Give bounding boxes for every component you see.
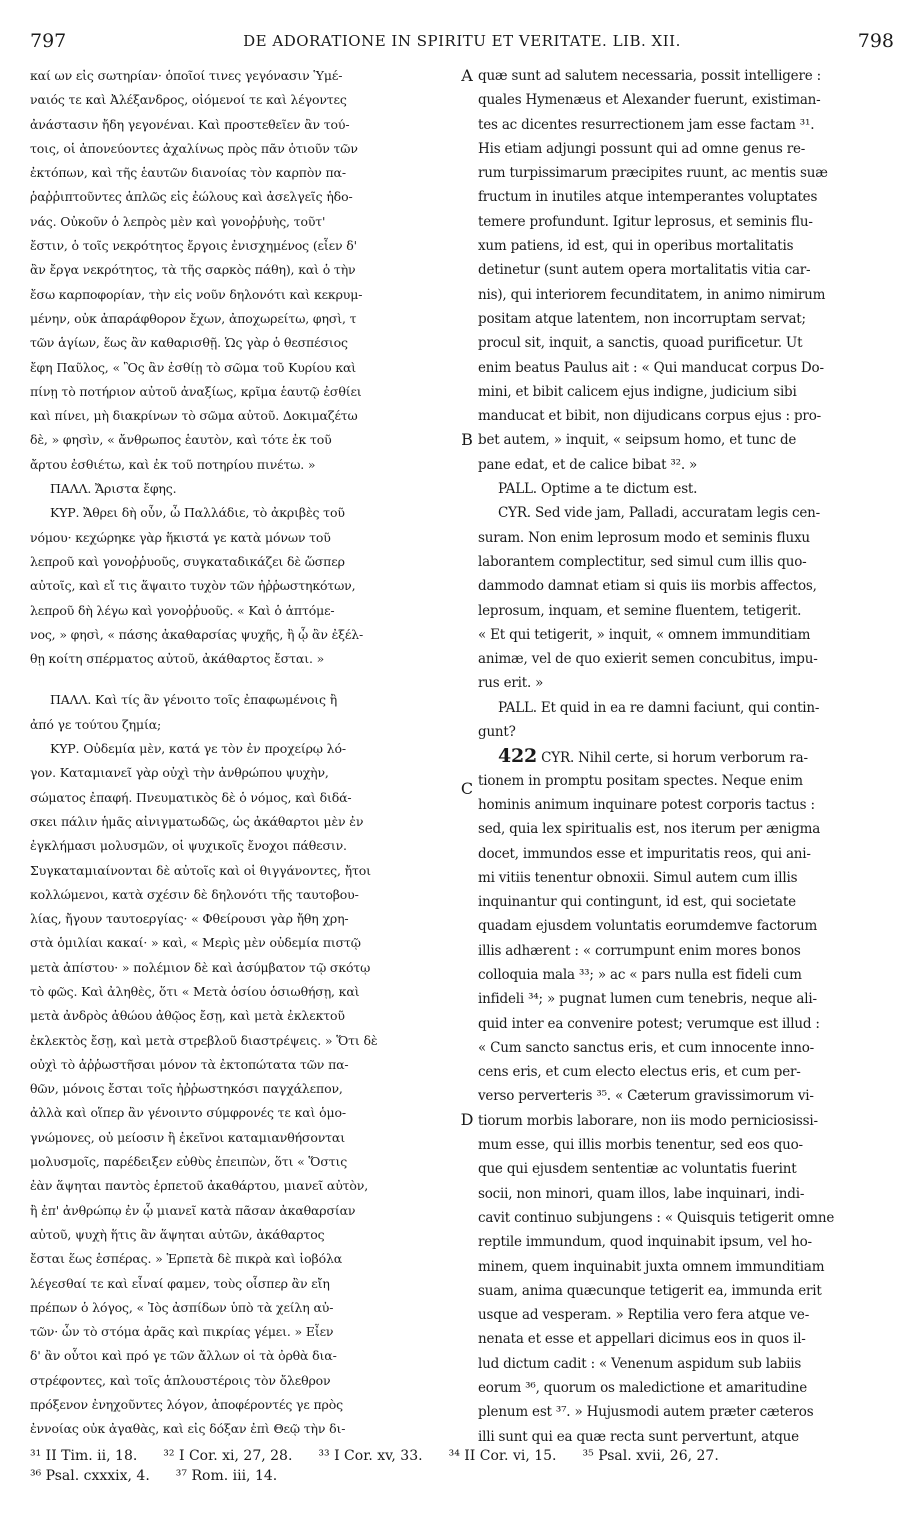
greek-line-text: ἢ ἐπ' ἀνθρώπῳ ἐν ᾧ μιανεῖ κατὰ πᾶσαν ἀκαθαρσίαν [30, 1202, 356, 1218]
greek-line-text: νόμου· κεχώρηκε γὰρ ἥκιστά γε κατὰ μόνων τοῦ [30, 529, 331, 545]
latin-line-text: enim beatus Paulus ait : « Qui manducat corpus Do- [478, 359, 824, 376]
footnote-reference: ³³ I Cor. xv, 33. [318, 1448, 423, 1464]
greek-line-text: ἔσται ἕως ἑσπέρας. » Ἑρπετὰ δὲ πικρὰ καὶ ἰοβόλα [30, 1251, 343, 1267]
greek-line-text: Συγκαταμιαίνονται δὲ αὐτοῖς καὶ οἱ θιγγάνοντες, ἤτοι [30, 862, 371, 878]
latin-line-text: animæ, vel de quo exierit semen concubitus, impu- [478, 651, 818, 668]
greek-line-text: λίας, ἤγουν ταυτοεργίας· « Φθείρουσι γὰρ ἤθη χρη- [30, 911, 349, 927]
greek-line [30, 1174, 457, 1198]
greek-line-text: σώματος ἐπαφή. Πνευματικὸς δὲ ὁ νόμος, καὶ διδά- [30, 789, 352, 805]
footnote-line [30, 1466, 894, 1486]
greek-line [30, 713, 457, 737]
greek-line-text: ἀλλὰ καὶ οἵπερ ἂν γένοιντο σύμφρονές τε καὶ ὁμο- [30, 1105, 346, 1121]
latin-line-text: leprosum, inquam, et semine fluentem, tetigerit. [478, 602, 802, 619]
greek-line-text: καὶ πίνει, μὴ διακρίνων τὸ σῶμα αὐτοῦ. Δοκιμαζέτω [30, 408, 358, 424]
greek-line-text: ἔσω καρποφορίαν, τὴν εἰς νοῦν δηλονότι καὶ κεκρυμ- [30, 286, 363, 302]
greek-line [30, 737, 457, 761]
latin-line [478, 1084, 892, 1108]
greek-line-text: τῶν ἁγίων, ἕως ἂν καθαρισθῇ. Ὡς γὰρ ὁ θεσπέσιος [30, 335, 348, 351]
greek-line-text: στὰ ὁμιλίαι κακαί· » καὶ, « Μερὶς μὲν οὐδεμία πιστῷ [30, 935, 361, 951]
latin-line-text: cens eris, et cum electo electus eris, et cum per- [478, 1064, 801, 1081]
greek-line [30, 574, 457, 598]
greek-line [30, 428, 457, 452]
latin-line-text: laborantem complectitur, sed simul cum illis quo- [478, 553, 807, 570]
latin-line [478, 1255, 892, 1279]
greek-line-text: ΠΑΛΛ. Καὶ τίς ἂν γένοιτο τοῖς ἐπαφωμένοις ἢ [50, 692, 338, 708]
greek-line [30, 1101, 457, 1125]
greek-line [30, 671, 457, 688]
latin-line [478, 671, 892, 695]
greek-line [30, 88, 457, 112]
latin-line [478, 647, 892, 671]
footnote-reference: ³⁴ II Cor. vi, 15. [448, 1448, 557, 1464]
latin-line [478, 113, 892, 137]
greek-line [30, 1296, 457, 1320]
greek-line-text: ἔστιν, ὁ τοῖς νεκρότητος ἔργοις ἐνισχημένος (εἶεν δ' [30, 238, 357, 254]
greek-line-text: ἀνάστασιν ἤδη γεγονέναι. Καὶ προστεθεῖεν ἂν τού- [30, 116, 350, 132]
latin-text-column [478, 64, 892, 1449]
greek-line [30, 1417, 457, 1441]
greek-line-text: καί ων εἰς σωτηρίαν· ὁποῖοί τινες γεγόνασιν Ὑμέ- [30, 68, 343, 83]
greek-line-text: μένην, οὐκ ἀπαράφθορον ἔχων, ἀποχωρείτω, φησὶ, τ [30, 310, 357, 326]
latin-line-text: colloquia mala ³³; » ac « pars nulla est fideli cum [478, 966, 802, 983]
greek-line [30, 1223, 457, 1247]
greek-line-text: δὲ, » φησὶν, « ἄνθρωπος ἑαυτὸν, καὶ τότε ἐκ τοῦ [30, 432, 332, 448]
greek-line-text: τὸ φῶς. Καὶ ἀληθὲς, ὅτι « Μετὰ ὁσίου ὁσιωθήσῃ, καὶ [30, 983, 360, 999]
greek-line-text: θῃ κοίτη σπέρματος αὐτοῦ, ἀκάθαρτος ἔσται. » [30, 651, 325, 667]
greek-line [30, 185, 457, 209]
latin-line [478, 1400, 892, 1424]
greek-line [30, 1320, 457, 1344]
latin-line [478, 1012, 892, 1036]
greek-line [30, 1247, 457, 1271]
greek-line-text: γνώμονες, οὐ μείοσιν ἢ ἐκεῖνοι καταμιανθήσονται [30, 1129, 345, 1145]
latin-line-text: que qui ejusdem sententiæ ac voluntatis fuerint [478, 1161, 797, 1178]
greek-line [30, 956, 457, 980]
latin-line [478, 1352, 892, 1376]
latin-line-text: verso perverteris ³⁵. « Cæterum gravissimorum vi- [478, 1088, 814, 1105]
greek-line-text: λέγεσθαί τε καὶ εἶναί φαμεν, τοὺς οἷσπερ ἂν εἴη [30, 1275, 330, 1291]
latin-line-text: mum esse, qui illis morbis tenentur, sed eos quo- [478, 1137, 803, 1154]
margin-letter-b: B [461, 430, 473, 449]
latin-line [478, 1060, 892, 1084]
greek-line-text: ἔφη Παῦλος, « Ὃς ἂν ἐσθίῃ τὸ σῶμα τοῦ Κυρίου καὶ [30, 359, 357, 375]
latin-line-text: mini, et bibit calicem ejus indigne, judicium sibi [478, 383, 797, 400]
latin-line-text: tes ac dicentes resurrectionem jam esse factam ³¹. [478, 116, 815, 133]
greek-line-text: αὐτοῦ, ψυχὴ ἥτις ἂν ἅψηται αὐτῶν, ἀκάθαρτος [30, 1226, 325, 1242]
greek-line-text: λεπροῦ καὶ γονοῤῥυοῦς, συγκαταδικάζει δὲ ὥσπερ [30, 553, 345, 569]
footnote-reference: ³⁶ Psal. cxxxix, 4. [30, 1468, 150, 1484]
latin-line [478, 1230, 892, 1254]
greek-line-text: στρέφοντες, καὶ τοῖς ἁπλουστέροις τὸν ὄλεθρον [30, 1372, 331, 1388]
greek-line-text: πρέπων ὁ λόγος, « Ἰὸς ἀσπίδων ὑπὸ τὰ χείλη αὐ- [30, 1299, 334, 1315]
latin-line [478, 258, 892, 282]
margin-letter-d: D [460, 1110, 474, 1129]
latin-line [478, 64, 892, 88]
greek-line-text: μετὰ ἀπίστου· » πολέμιον δὲ καὶ ἀσύμβατον τῷ σκότῳ [30, 959, 371, 975]
latin-line-text: mi vitiis tenentur obnoxii. Simul autem cum illis [478, 869, 798, 886]
latin-line-text: gunt? [478, 724, 516, 741]
latin-line [478, 501, 892, 525]
latin-line [478, 1109, 892, 1133]
greek-line [30, 258, 457, 282]
greek-line [30, 786, 457, 810]
greek-line [30, 1053, 457, 1077]
latin-line-text: PALL. Optime a te dictum est. [498, 481, 698, 498]
greek-line-text: ῥαῤῥιπτοῦντες ἁπλῶς εἰς ἐώλους καὶ ἀσελγεῖς ἡδο- [30, 189, 353, 205]
latin-line-text: manducat et bibit, non dijudicans corpus ejus : pro- [478, 408, 821, 425]
latin-line-text: usque ad vesperam. » Reptilia vero fera atque ve- [478, 1307, 810, 1324]
footnote-reference: ³⁵ Psal. xvii, 26, 27. [582, 1448, 719, 1464]
latin-line [478, 963, 892, 987]
latin-line-text: quæ sunt ad salutem necessaria, possit intelligere : [478, 68, 821, 84]
greek-line [30, 599, 457, 623]
latin-line-text: His etiam adjungi possunt qui ad omne genus re- [478, 140, 806, 157]
greek-line [30, 1369, 457, 1393]
greek-line-text: ἐκλεκτὸς ἔσῃ, καὶ μετὰ στρεβλοῦ διαστρέψεις. » Ὅτι δὲ [30, 1032, 378, 1048]
greek-line [30, 64, 457, 88]
latin-line-text: hominis animum inquinare potest corporis tactus : [478, 796, 815, 813]
latin-line [478, 283, 892, 307]
greek-line-text: κολλώμενοι, κατὰ σχέσιν δὲ δηλονότι τῆς ταυτοβου- [30, 886, 359, 902]
latin-line [478, 1182, 892, 1206]
greek-line [30, 647, 457, 671]
latin-line [478, 137, 892, 161]
latin-line [478, 404, 892, 428]
latin-line-text: socii, non minori, quam illos, labe inquinari, indi- [478, 1185, 805, 1202]
latin-line-text: nenata et esse et appellari dicimus eos in quos il- [478, 1331, 806, 1348]
greek-line [30, 283, 457, 307]
latin-line-text: « Et qui tetigerit, » inquit, « omnem immunditiam [478, 626, 811, 643]
greek-line [30, 380, 457, 404]
greek-line [30, 234, 457, 258]
latin-line-text: quales Hymenæus et Alexander fuerunt, existiman- [478, 92, 821, 109]
latin-line [478, 1327, 892, 1351]
greek-line-text: τοις, οἱ ἀπονεύοντες ἀχαλίνως πρὸς πᾶν ὁτιοῦν τῶν [30, 140, 358, 156]
greek-line-text: ἂν ἔργα νεκρότητος, τὰ τῆς σαρκὸς πάθη), καὶ ὁ τὴν [30, 262, 356, 278]
greek-line [30, 526, 457, 550]
latin-line [478, 453, 892, 477]
latin-line-text: procul sit, inquit, a sanctis, quoad purificetur. Ut [478, 335, 803, 352]
latin-line-text: inquinantur qui contingunt, id est, qui societate [478, 894, 796, 911]
latin-line [478, 331, 892, 355]
latin-line [478, 356, 892, 380]
greek-line-text: νάς. Οὐκοῦν ὁ λεπρὸς μὲν καὶ γονοῤῥυὴς, τοῦτ' [30, 213, 326, 229]
greek-line-text: πίνῃ τὸ ποτήριον αὐτοῦ ἀναξίως, κρῖμα ἑαυτῷ ἐσθίει [30, 383, 362, 399]
latin-line [478, 1036, 892, 1060]
latin-line [478, 88, 892, 112]
latin-line-text: reptile immundum, quod inquinabit ipsum, vel ho- [478, 1234, 812, 1251]
latin-line-text: bet autem, » inquit, « seipsum homo, et tunc de [478, 432, 797, 449]
latin-line [478, 380, 892, 404]
page-number-right: 798 [857, 30, 894, 52]
latin-line-text: detinetur (sunt autem opera mortalitatis vitia car- [478, 262, 811, 279]
latin-line-text: cavit continuo subjungens : « Quisquis tetigerit omne [478, 1209, 835, 1226]
latin-line [478, 623, 892, 647]
latin-line-text: illis adhærent : « corrumpunt enim mores bonos [478, 942, 801, 959]
latin-line [478, 744, 892, 768]
latin-line [478, 1133, 892, 1157]
greek-line [30, 550, 457, 574]
latin-line-text: quadam ejusdem voluntatis eorumdemve factorum [478, 918, 818, 935]
greek-line-text: πρόξενον ἐνηχοῦντες λόγον, ἀποφέροντές γε πρὸς [30, 1397, 343, 1413]
footnotes [30, 1446, 894, 1486]
page-number-left: 797 [30, 30, 67, 52]
greek-line [30, 161, 457, 185]
greek-line [30, 931, 457, 955]
latin-line-text: positam atque latentem, non incorruptam servat; [478, 310, 806, 327]
greek-line [30, 404, 457, 428]
greek-line [30, 907, 457, 931]
latin-line [478, 914, 892, 938]
greek-line [30, 1004, 457, 1028]
margin-letter-c: C [460, 779, 474, 798]
column-number: 422 [498, 745, 538, 768]
greek-line-text: οὐχὶ τὸ ἀῤῥωστῆσαι μόνον τὰ ἐκτοπώτατα τῶν πα- [30, 1056, 349, 1072]
page-header [30, 30, 894, 60]
latin-line [478, 477, 892, 501]
latin-line-text: CYR. Sed vide jam, Palladi, accuratam legis cen- [498, 505, 821, 522]
greek-line-text: τῶν· ὧν τὸ στόμα ἀρᾶς καὶ πικρίας γέμει. » Εἶεν [30, 1324, 334, 1340]
latin-line-text: infideli ³⁴; » pugnat lumen cum tenebris, neque ali- [478, 991, 817, 1008]
latin-line-text: docet, immundos esse et impuritatis reos, qui ani- [478, 845, 811, 862]
greek-line-text: ἐὰν ἅψηται παντὸς ἑρπετοῦ ἀκαθάρτου, μιανεῖ αὐτὸν, [30, 1178, 369, 1194]
latin-line [478, 696, 892, 720]
latin-line [478, 234, 892, 258]
latin-line [478, 987, 892, 1011]
greek-line [30, 307, 457, 331]
greek-line-text: λεπροῦ δὴ λέγω καὶ γονοῤῥυοῦς. « Καὶ ὁ ἁπτόμε- [30, 602, 335, 618]
latin-line [478, 550, 892, 574]
latin-line-text: eorum ³⁶, quorum os maledictione et amaritudine [478, 1380, 808, 1397]
greek-line [30, 688, 457, 712]
greek-line [30, 834, 457, 858]
running-title: DE ADORATIONE IN SPIRITU ET VERITATE. LIB. XII. [243, 32, 681, 50]
latin-line [478, 161, 892, 185]
greek-line [30, 883, 457, 907]
greek-line-text: γον. Καταμιανεῖ γὰρ οὐχὶ τὴν ἀνθρώπου ψυχὴν, [30, 765, 329, 781]
footnote-reference: ³¹ II Tim. ii, 18. [30, 1448, 138, 1464]
latin-line [478, 1376, 892, 1400]
greek-line [30, 331, 457, 355]
greek-line [30, 761, 457, 785]
greek-line [30, 356, 457, 380]
latin-line-text: sed, quia lex spiritualis est, nos iterum per ænigma [478, 821, 821, 838]
greek-line-text: δ' ἂν οὗτοι καὶ πρό γε τῶν ἄλλων οἱ τὰ ὀρθὰ δια- [30, 1348, 337, 1364]
greek-line [30, 1029, 457, 1053]
greek-text-column [30, 64, 457, 1442]
latin-line-text: plenum est ³⁷. » Hujusmodi autem præter cæteros [478, 1404, 814, 1421]
latin-line [478, 210, 892, 234]
latin-line-text: illi sunt qui ea quæ recta sunt pervertunt, atque [478, 1428, 799, 1445]
greek-line [30, 859, 457, 883]
latin-line [478, 1157, 892, 1181]
greek-line [30, 453, 457, 477]
greek-line [30, 113, 457, 137]
greek-line-text: νος, » φησὶ, « πάσης ἀκαθαρσίας ψυχῆς, ἢ ᾧ ἂν ἐξέλ- [30, 626, 364, 642]
latin-line [478, 817, 892, 841]
greek-line [30, 1344, 457, 1368]
latin-line [478, 1206, 892, 1230]
latin-line [478, 769, 892, 793]
latin-line [478, 428, 892, 452]
greek-line-text: ἐννοίας οὐκ ἀγαθὰς, καὶ εἰς δόξαν ἐπὶ Θεῷ τὴν δι- [30, 1421, 346, 1437]
greek-line-text: ΚΥΡ. Οὐδεμία μὲν, κατά γε τὸν ἐν προχείρῳ λό- [50, 741, 346, 757]
greek-line-text: μολυσμοῖς, παρέδειξεν εὐθὺς ἐπειπὼν, ὅτι « Ὅστις [30, 1154, 348, 1170]
greek-line [30, 1393, 457, 1417]
greek-line [30, 501, 457, 525]
greek-line [30, 623, 457, 647]
latin-line [478, 866, 892, 890]
margin-letter-a: A [461, 66, 473, 85]
latin-line-text: fructum in inutiles atque intemperantes voluptates [478, 189, 818, 206]
latin-line [478, 307, 892, 331]
latin-line [478, 599, 892, 623]
latin-line-text: temere profundunt. Igitur leprosus, et seminis flu- [478, 213, 813, 230]
latin-line-text: minem, quem inquinabit juxta omnem immunditiam [478, 1258, 825, 1275]
greek-line-text: ΠΑΛΛ. Ἄριστα ἔφης. [50, 481, 177, 497]
latin-line [478, 939, 892, 963]
greek-line [30, 210, 457, 234]
latin-line-text: pane edat, et de calice bibat ³². » [478, 456, 698, 473]
greek-line [30, 810, 457, 834]
greek-line-text: ναιός τε καὶ Ἀλέξανδρος, οἰόμενοί τε καὶ λέγοντες [30, 92, 347, 108]
latin-line-text: xum patiens, id est, qui in operibus mortalitatis [478, 238, 794, 255]
latin-line [478, 793, 892, 817]
latin-line-text: tionem in promptu positam spectes. Neque enim [478, 772, 803, 789]
greek-line [30, 1126, 457, 1150]
greek-line-text: ἐγκλήμασι μολυσμῶν, οἱ ψυχικοῖς ἔνοχοι πάθεσιν. [30, 838, 347, 854]
footnote-reference: ³⁷ Rom. iii, 14. [175, 1468, 278, 1484]
latin-line-text: suram. Non enim leprosum modo et seminis fluxu [478, 529, 810, 546]
latin-line-text: quid inter ea convenire potest; verumque est illud : [478, 1015, 820, 1032]
latin-line-text: nis), qui interiorem fecunditatem, in animo nimirum [478, 286, 826, 303]
greek-line [30, 1150, 457, 1174]
greek-line-text: θῶν, μόνοις ἔσται τοῖς ἠῤῥωστηκόσι παγχάλεπον, [30, 1081, 343, 1097]
greek-line [30, 477, 457, 501]
latin-line-text: CYR. Nihil certe, si horum verborum ra- [541, 750, 808, 767]
latin-line [478, 526, 892, 550]
latin-line-text: suam, anima quæcunque tetigerit ea, immunda erit [478, 1282, 822, 1299]
greek-line-text: ἀπό γε τούτου ζημία; [30, 716, 162, 732]
latin-line [478, 1303, 892, 1327]
greek-line-text: ΚΥΡ. Ἄθρει δὴ οὖν, ὦ Παλλάδιε, τὸ ἀκριβὲς τοῦ [50, 505, 345, 521]
latin-line-text: PALL. Et quid in ea re damni faciunt, qui contin- [498, 699, 820, 716]
greek-line [30, 1272, 457, 1296]
greek-line [30, 980, 457, 1004]
greek-line [30, 1077, 457, 1101]
greek-line-text: αὐτοῖς, καὶ εἴ τις ἅψαιτο τυχὸν τῶν ἠῤῥωστηκότων, [30, 578, 356, 594]
latin-line [478, 185, 892, 209]
greek-line-text: ἄρτου ἐσθιέτω, καὶ ἐκ τοῦ ποτηρίου πινέτω. » [30, 456, 316, 472]
latin-line [478, 842, 892, 866]
greek-line-text: σκει πάλιν ἡμᾶς αἰνιγματωδῶς, ὡς ἀκάθαρτοι μὲν ἐν [30, 813, 364, 829]
latin-line-text: tiorum morbis laborare, non iis modo perniciosissi- [478, 1112, 818, 1129]
latin-line-text: rus erit. » [478, 675, 544, 692]
greek-line [30, 137, 457, 161]
footnote-reference: ³² I Cor. xi, 27, 28. [163, 1448, 293, 1464]
footnote-line [30, 1446, 894, 1466]
latin-line [478, 890, 892, 914]
greek-line-text: ἐκτόπων, καὶ τῆς ἑαυτῶν διανοίας τὸν καρπὸν πα- [30, 165, 346, 181]
latin-line-text: rum turpissimarum præcipites ruunt, ac mentis suæ [478, 165, 828, 182]
greek-line [30, 1199, 457, 1223]
latin-line [478, 574, 892, 598]
latin-line [478, 720, 892, 744]
greek-line-text: μετὰ ἀνδρὸς ἀθώου ἀθῷος ἔσῃ, καὶ μετὰ ἐκλεκτοῦ [30, 1008, 345, 1024]
latin-line-text: lud dictum cadit : « Venenum aspidum sub labiis [478, 1355, 802, 1372]
latin-line [478, 1279, 892, 1303]
latin-line-text: dammodo damnat etiam si quis iis morbis affectos, [478, 578, 817, 595]
latin-line-text: « Cum sancto sanctus eris, et cum innocente inno- [478, 1039, 815, 1056]
